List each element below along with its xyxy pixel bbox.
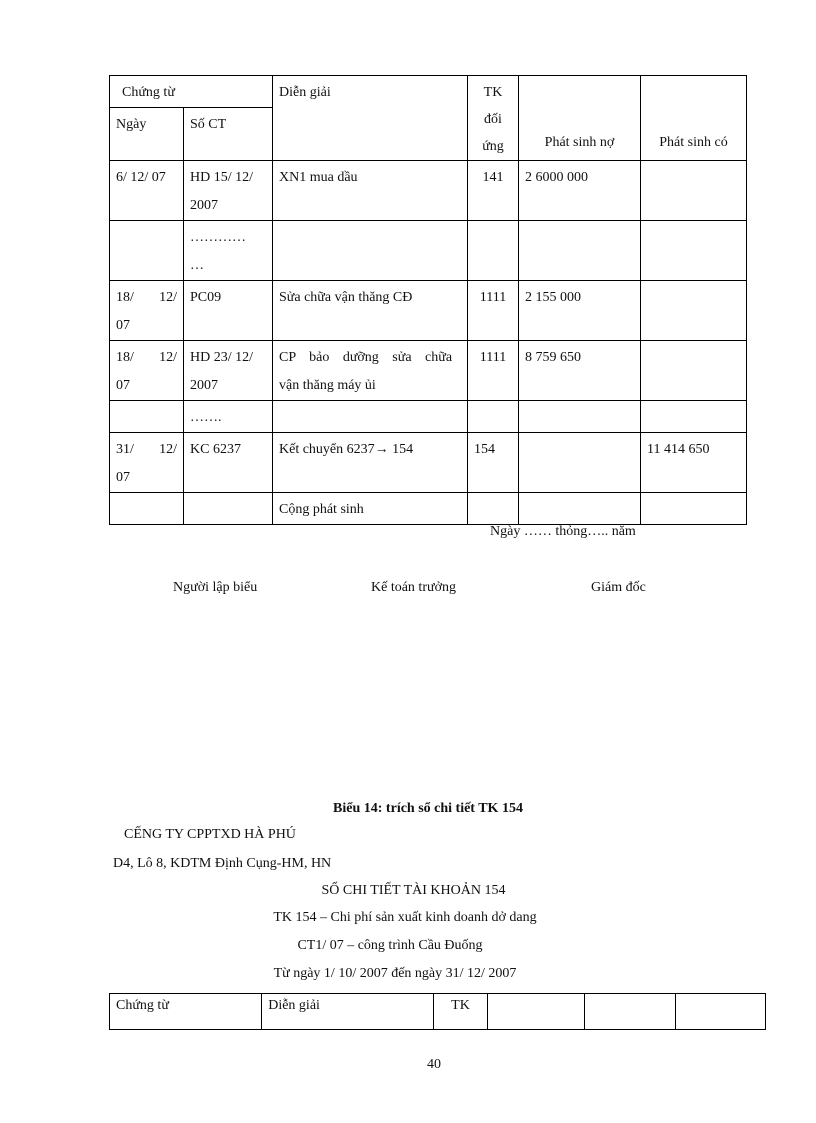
cell-co: [641, 341, 747, 401]
cell-ngay: 6/ 12/ 07: [110, 161, 184, 221]
period-range: Từ ngày 1/ 10/ 2007 đến ngày 31/ 12/ 2007: [273, 966, 517, 981]
signature-preparer: Người lập biểu: [173, 580, 258, 595]
cell-no: [519, 221, 641, 281]
cell-dien-giai: [273, 401, 468, 433]
table-row: [110, 221, 747, 281]
cell-so-ct: HD 15/ 12/ 2007: [184, 161, 273, 221]
header-phat-sinh-co: Phát sinh có: [641, 76, 747, 161]
cell-tk: 1111: [468, 281, 519, 341]
cell-so-ct: ………… …: [184, 221, 273, 281]
dien-giai-line-1: CP bảo dưỡng sửa chữa: [279, 350, 453, 365]
header-chung-tu: Chứng từ: [110, 994, 262, 1030]
table-row: [110, 281, 747, 341]
table-row: [110, 401, 747, 433]
cell-co: 11 414 650: [641, 433, 747, 493]
account-description: TK 154 – Chi phí sản xuất kinh doanh dở dang: [273, 910, 537, 925]
cell-so-ct: KC 6237: [184, 433, 273, 493]
header-dien-giai: Diễn giải: [273, 76, 468, 161]
header-phat-sinh-no: Phát sinh nợ: [519, 76, 641, 161]
header-tk-doi-ung: TK đối ứng: [468, 76, 519, 161]
cell-co: [641, 401, 747, 433]
cell-so-ct: …….: [184, 401, 273, 433]
cell-tk: 141: [468, 161, 519, 221]
cell-no: 2 6000 000: [519, 161, 641, 221]
ledger-table-154: [109, 993, 766, 1030]
section-title: Biểu 14: trích sổ chi tiết TK 154: [333, 801, 523, 816]
cell-ngay: [110, 493, 184, 525]
cell-no: [519, 493, 641, 525]
cell-no: 8 759 650: [519, 341, 641, 401]
cell-tk: [468, 401, 519, 433]
header-chung-tu: Chứng từ: [110, 76, 273, 108]
ledger-table: [109, 75, 747, 525]
cell-so-ct: HD 23/ 12/ 2007: [184, 341, 273, 401]
header-ngay: Ngày: [110, 108, 184, 161]
ledger-title: SỔ CHI TIẾT TÀI KHOẢN 154: [321, 883, 506, 898]
table-row: [110, 341, 747, 401]
cell-co: [641, 161, 747, 221]
cell-co: [641, 221, 747, 281]
header-empty: [487, 994, 584, 1030]
cell-no: [519, 401, 641, 433]
cell-co: [641, 281, 747, 341]
signature-chief-accountant: Kế toán trưởng: [371, 580, 456, 595]
cell-ngay: 18/ 12/ 07: [110, 341, 184, 401]
cell-ngay: [110, 221, 184, 281]
cell-dien-giai: CP bảo dưỡng sửa chữa vận thăng máy ủi: [273, 341, 468, 401]
cell-tk: [468, 493, 519, 525]
cell-tk: 154: [468, 433, 519, 493]
cell-ngay: 18/ 12/ 07: [110, 281, 184, 341]
header-row: [110, 76, 747, 108]
cell-dien-giai: Cộng phát sinh: [273, 493, 468, 525]
project-name: CT1/ 07 – công trình Cầu Đuống: [297, 938, 483, 953]
cell-tk: 1111: [468, 341, 519, 401]
cell-ngay: 31/ 12/ 07: [110, 433, 184, 493]
header-tk: TK: [434, 994, 487, 1030]
cell-no: [519, 433, 641, 493]
cell-co: [641, 493, 747, 525]
cell-dien-giai: Kết chuyển 6237→ 154: [273, 433, 468, 493]
header-row: [110, 994, 766, 1030]
signature-director: Giám đốc: [591, 580, 646, 595]
company-address: D4, Lô 8, KDTM Định Cụng-HM, HN: [113, 856, 332, 871]
table-row-total: [110, 493, 747, 525]
page-number: 40: [427, 1057, 441, 1072]
cell-ngay: [110, 401, 184, 433]
cell-tk: [468, 221, 519, 281]
header-empty: [675, 994, 765, 1030]
table-row: [110, 433, 747, 493]
header-empty: [584, 994, 675, 1030]
header-dien-giai: Diễn giải: [262, 994, 434, 1030]
cell-dien-giai: Sửa chữa vận thăng CĐ: [273, 281, 468, 341]
table-row: [110, 161, 747, 221]
cell-so-ct: [184, 493, 273, 525]
cell-dien-giai: [273, 221, 468, 281]
company-name: CẾNG TY CPPTXD HÀ PHÚ: [124, 827, 296, 842]
cell-no: 2 155 000: [519, 281, 641, 341]
cell-dien-giai: XN1 mua dầu: [273, 161, 468, 221]
header-so-ct: Số CT: [184, 108, 273, 161]
cell-so-ct: PC09: [184, 281, 273, 341]
date-line: Ngày …… thỏng….. năm: [490, 524, 636, 539]
